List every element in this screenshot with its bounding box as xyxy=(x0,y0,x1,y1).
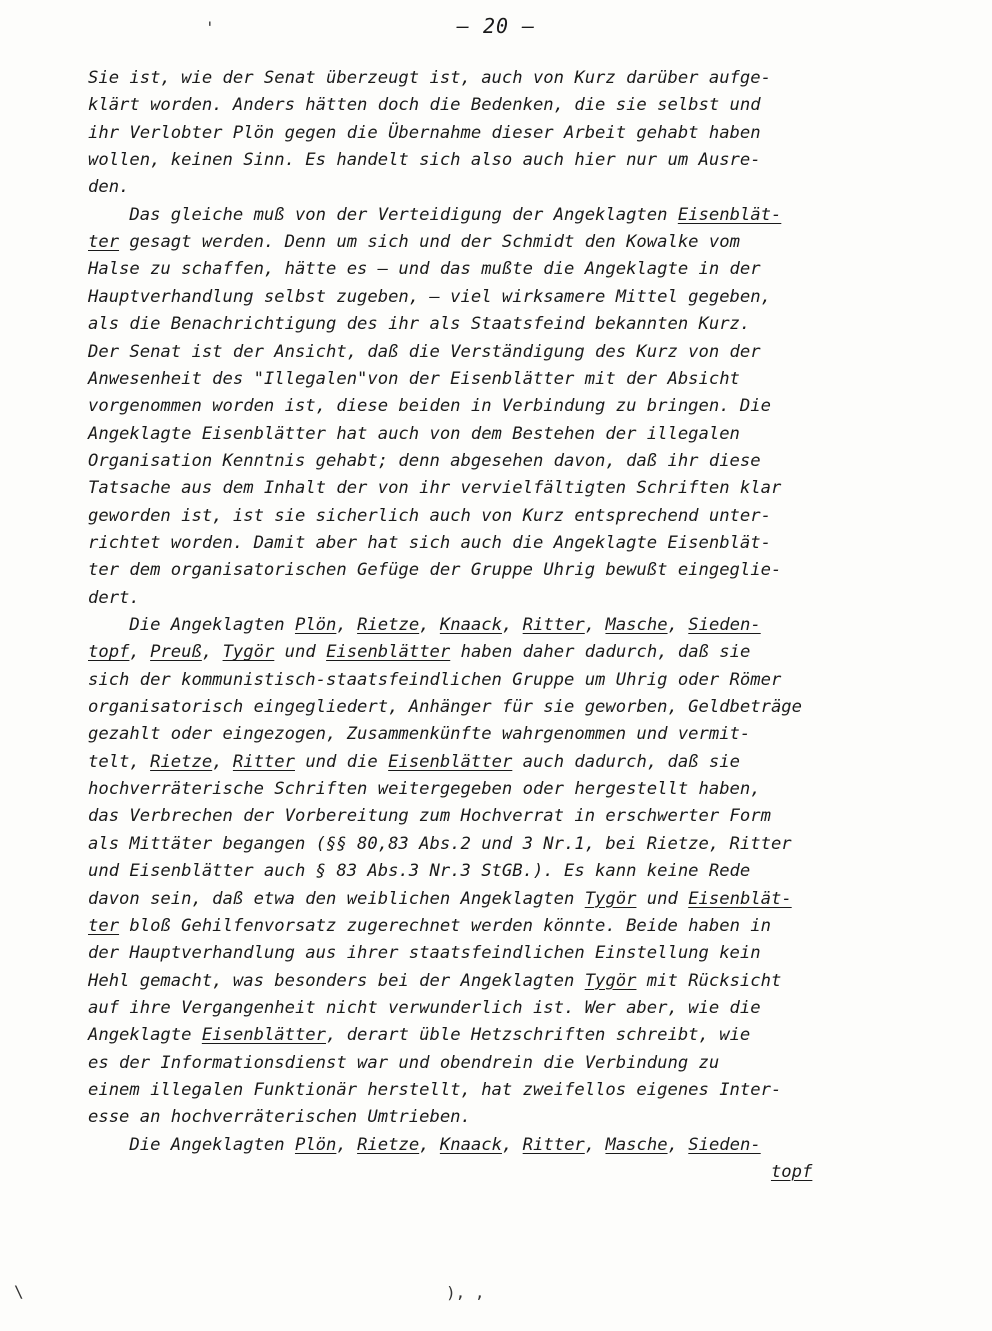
underlined-name: Knaack xyxy=(439,615,502,635)
text-line xyxy=(88,368,740,389)
text-line xyxy=(88,261,761,278)
text-line xyxy=(88,888,792,909)
text-line xyxy=(88,122,761,143)
underlined-name: Masche xyxy=(605,1134,668,1155)
text-run: geworden ist, ist sie sicherlich auch von Kurz entsprechend unter- xyxy=(88,505,771,526)
text-line xyxy=(88,1109,471,1126)
text-run: und Eisenblätter auch § 83 Abs.3 Nr.3 StGB.). Es kann keine Rede xyxy=(88,861,751,882)
text-run: einem illegalen Funktionär herstellt, hat zweifellos eigenes Inter- xyxy=(88,1079,782,1100)
text-line xyxy=(88,70,771,87)
text-run: vorgenommen worden ist, diese beiden in Verbindung zu bringen. Die xyxy=(88,396,771,417)
underlined-name: topf xyxy=(770,1162,813,1182)
text-line xyxy=(88,97,761,114)
text-line xyxy=(88,204,782,225)
text-run: , xyxy=(501,1134,523,1155)
text-run: Hehl gemacht, was besonders bei der Angeklagten xyxy=(88,970,585,991)
text-run: esse an hochverräterischen Umtrieben. xyxy=(88,1107,471,1128)
text-run: als Mittäter begangen (§§ 80,83 Abs.2 und 3 Nr.1, bei Rietze, Ritter xyxy=(88,833,792,854)
text-run: Das gleiche muß von der Verteidigung der Angeklagten xyxy=(88,204,678,225)
text-run: mit Rücksicht xyxy=(636,970,782,991)
underlined-name: Rietze xyxy=(357,615,420,635)
stray-mark: ), , xyxy=(446,1283,485,1302)
text-line xyxy=(88,945,761,962)
underlined-name: Tygör xyxy=(584,888,637,909)
underlined-name: Plön xyxy=(294,615,337,635)
text-line xyxy=(88,505,771,526)
text-run: , xyxy=(584,1134,606,1155)
text-line xyxy=(88,234,740,251)
underlined-name: Masche xyxy=(605,615,668,635)
underlined-name: Preuß xyxy=(150,642,202,663)
underlined-name: ter xyxy=(88,915,120,936)
text-line xyxy=(88,587,140,608)
text-line xyxy=(88,863,750,880)
underlined-name: topf xyxy=(88,642,130,663)
text-line xyxy=(88,562,781,579)
underlined-name: Eisenblätter xyxy=(326,642,451,663)
text-line xyxy=(88,617,761,634)
text-run: , xyxy=(212,751,233,772)
underlined-name: Ritter xyxy=(232,751,295,772)
text-run: Die Angeklagten xyxy=(88,1134,295,1155)
underlined-name: Sieden- xyxy=(688,1134,761,1155)
underlined-name: Tygör xyxy=(222,642,275,663)
underlined-name: Plön xyxy=(294,1134,337,1155)
underlined-name: Eisenblät- xyxy=(677,204,782,225)
underlined-name: Rietze xyxy=(150,751,213,772)
text-run: das Verbrechen der Vorbereitung zum Hochverrat in erschwerter Form xyxy=(88,806,771,827)
text-line xyxy=(88,152,761,169)
underlined-name: Eisenblätter xyxy=(388,751,513,772)
text-run: , xyxy=(336,1134,358,1155)
underlined-name: Sieden- xyxy=(688,615,761,635)
text-line xyxy=(88,480,781,497)
text-line xyxy=(88,669,782,690)
text-run: , xyxy=(419,615,440,635)
text-run: , xyxy=(419,1134,440,1155)
text-run: telt, xyxy=(88,751,151,772)
text-line xyxy=(88,1134,761,1155)
text-run: sich der kommunistisch-staatsfeindlichen Gruppe um Uhrig oder Römer xyxy=(88,669,782,690)
text-run: klärt worden. Anders hätten doch die Bedenken, die sie selbst und xyxy=(88,95,761,116)
text-line xyxy=(88,808,771,825)
text-line xyxy=(88,915,771,936)
text-line xyxy=(88,644,750,661)
text-line xyxy=(88,450,761,471)
text-line xyxy=(88,532,771,553)
text-run: gezahlt oder eingezogen, Zusammenkünfte wahrgenommen und vermit- xyxy=(88,724,751,745)
text-run: Der Senat ist der Ansicht, daß die Verständigung des Kurz von der xyxy=(88,341,761,362)
underlined-name: Knaack xyxy=(439,1134,502,1155)
text-run: Tatsache aus dem Inhalt der von ihr vervielfältigten Schriften klar xyxy=(88,478,782,499)
text-line xyxy=(88,398,771,415)
text-run: wollen, keinen Sinn. Es handelt sich also auch hier nur um Ausre- xyxy=(88,150,761,171)
text-run: ter dem organisatorischen Gefüge der Gruppe Uhrig bewußt eingeglie- xyxy=(88,560,782,581)
text-run: Angeklagte xyxy=(88,1025,202,1046)
text-run: bloß Gehilfenvorsatz zugerechnet werden könnte. Beide haben in xyxy=(119,915,771,936)
text-line xyxy=(88,970,782,991)
text-run: haben daher dadurch, daß sie xyxy=(450,642,751,663)
text-run: , xyxy=(201,642,223,663)
text-line xyxy=(88,833,792,854)
page-number: — 20 — xyxy=(456,14,536,38)
text-line xyxy=(88,751,740,772)
text-line xyxy=(88,286,771,307)
text-run xyxy=(88,1162,771,1182)
text-line xyxy=(88,341,761,362)
stray-mark: ' xyxy=(205,18,215,37)
underlined-name: Ritter xyxy=(522,615,585,635)
text-run: , derart üble Hetzschriften schreibt, wie xyxy=(326,1025,751,1046)
text-line xyxy=(88,1052,720,1073)
text-run: Anwesenheit des "Illegalen"von der Eisenblätter mit der Absicht xyxy=(88,368,740,389)
text-run: ihr Verlobter Plön gegen die Übernahme dieser Arbeit gehabt haben xyxy=(88,122,761,143)
text-line xyxy=(88,1164,812,1181)
text-run: Angeklagte Eisenblätter hat auch von dem Bestehen der illegalen xyxy=(88,423,740,444)
text-line xyxy=(88,1027,750,1044)
underlined-name: Rietze xyxy=(357,1134,420,1155)
text-run: Die Angeklagten xyxy=(88,615,295,635)
text-run: richtet worden. Damit aber hat sich auch die Angeklagte Eisenblät- xyxy=(88,532,771,553)
text-run: , xyxy=(336,615,358,635)
text-run: organisatorisch eingegliedert, Anhänger für sie geworben, Geldbeträge xyxy=(88,697,802,718)
text-line xyxy=(88,726,750,743)
text-run: , xyxy=(501,615,523,635)
text-run: hochverräterische Schriften weitergegeben oder hergestellt haben, xyxy=(88,779,761,800)
underlined-name: ter xyxy=(88,232,120,253)
text-run: Hauptverhandlung selbst zugeben, – viel wirksamere Mittel gegeben, xyxy=(88,286,771,307)
text-line xyxy=(88,997,761,1018)
text-run: , xyxy=(129,642,151,663)
text-line xyxy=(88,179,129,196)
text-line xyxy=(88,699,802,716)
text-run: , xyxy=(667,1134,689,1155)
underlined-name: Tygör xyxy=(584,970,637,991)
stray-mark: \ xyxy=(14,1282,24,1301)
text-run: und xyxy=(274,642,327,663)
text-run: davon sein, daß etwa den weiblichen Angeklagten xyxy=(88,888,585,909)
text-line xyxy=(88,1079,782,1100)
text-run: den. xyxy=(88,177,130,198)
underlined-name: Eisenblätter xyxy=(201,1025,327,1046)
text-run: dert. xyxy=(88,587,140,608)
text-run: es der Informationsdienst war und obendrein die Verbindung zu xyxy=(88,1052,720,1073)
text-run: gesagt werden. Denn um sich und der Schmidt den Kowalke vom xyxy=(119,232,740,253)
text-line xyxy=(88,423,740,444)
text-run: auch dadurch, daß sie xyxy=(512,751,740,772)
underlined-name: Ritter xyxy=(522,1134,585,1155)
text-run: der Hauptverhandlung aus ihrer staatsfeindlichen Einstellung kein xyxy=(88,943,761,964)
text-run: Halse zu schaffen, hätte es – und das mußte die Angeklagte in der xyxy=(88,259,761,280)
text-run: Organisation Kenntnis gehabt; denn abgesehen davon, daß ihr diese xyxy=(88,450,761,471)
text-run: , xyxy=(667,615,689,635)
text-run: als die Benachrichtigung des ihr als Staatsfeind bekannten Kurz. xyxy=(88,314,751,335)
text-run: und die xyxy=(294,751,389,772)
text-run: Sie ist, wie der Senat überzeugt ist, auch von Kurz darüber aufge- xyxy=(88,68,771,88)
text-run: auf ihre Vergangenheit nicht verwunderlich ist. Wer aber, wie die xyxy=(88,997,761,1018)
text-run: und xyxy=(636,888,689,909)
text-run: , xyxy=(584,615,606,635)
text-line xyxy=(88,316,750,333)
text-line xyxy=(88,781,761,798)
underlined-name: Eisenblät- xyxy=(688,888,792,909)
